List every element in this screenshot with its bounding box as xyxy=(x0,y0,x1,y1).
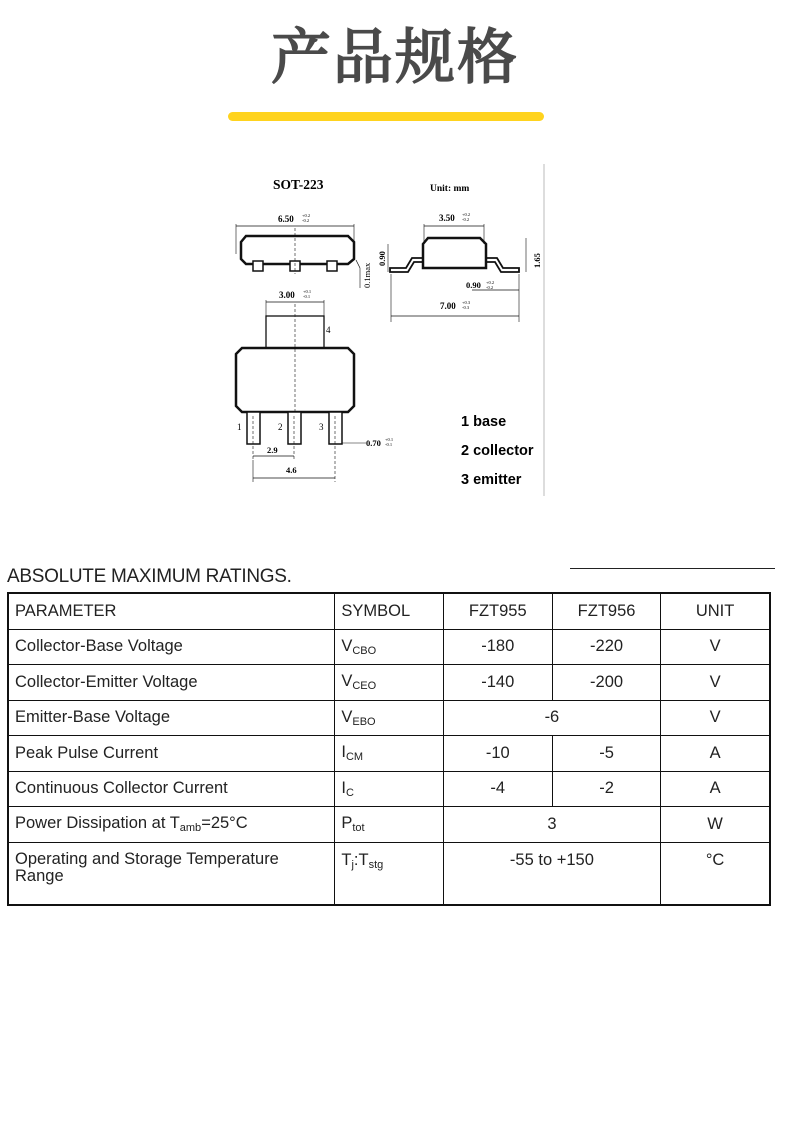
dim-side-width: 3.50 xyxy=(439,213,455,223)
side-lead-right xyxy=(486,258,519,272)
value-cell: -10 xyxy=(443,736,552,772)
dim-height: 1.65 xyxy=(532,253,542,268)
symbol-cell: $I_{CM}$ xyxy=(335,736,443,772)
pin-legend xyxy=(461,414,534,488)
dim-pitch: 2.9 xyxy=(267,445,278,455)
bottom-lead-2 xyxy=(288,412,301,444)
table-row xyxy=(8,842,770,905)
side-lead-left xyxy=(390,258,423,272)
header-parameter: PARAMETER xyxy=(8,593,335,629)
table-header-row xyxy=(8,593,770,629)
pin-number-1: 1 xyxy=(237,422,242,432)
symbol-cell: $V_{CBO}$ xyxy=(335,629,443,665)
bottom-lead-1 xyxy=(247,412,260,444)
svg-text:-0.1: -0.1 xyxy=(385,442,393,447)
table-row xyxy=(8,700,770,736)
header-fzt956: FZT956 xyxy=(552,593,660,629)
value-cell: -2 xyxy=(552,771,660,807)
parameter-cell: Peak Pulse Current xyxy=(8,736,335,772)
value-cell: -6 xyxy=(443,700,661,736)
section-rule xyxy=(570,568,775,569)
page-title: 产品规格 xyxy=(271,23,519,93)
value-cell: -5 xyxy=(552,736,660,772)
svg-text:-0.2: -0.2 xyxy=(302,218,310,223)
dim-standoff: 0.1max xyxy=(362,262,372,288)
symbol-cell: $T_j:T_{stg}$ xyxy=(335,842,443,905)
unit-cell: °C xyxy=(661,842,770,905)
value-cell: -55 to +150 xyxy=(443,842,661,905)
svg-text:-0.3: -0.3 xyxy=(462,305,470,310)
svg-text:+0.2: +0.2 xyxy=(302,213,311,218)
table-row xyxy=(8,807,770,843)
table-row xyxy=(8,771,770,807)
package-name: SOT-223 xyxy=(273,177,324,192)
bottom-lead-3 xyxy=(329,412,342,444)
unit-cell: V xyxy=(661,665,770,701)
value-cell: -140 xyxy=(443,665,552,701)
header-fzt955: FZT955 xyxy=(443,593,552,629)
value-cell: -200 xyxy=(552,665,660,701)
table-row xyxy=(8,629,770,665)
value-cell: -220 xyxy=(552,629,660,665)
parameter-cell: Collector-Emitter Voltage xyxy=(8,665,335,701)
symbol-cell: $V_{EBO}$ xyxy=(335,700,443,736)
svg-text:+0.2: +0.2 xyxy=(462,212,471,217)
dim-lead-thickness: 0.90 xyxy=(377,251,387,266)
unit-label: Unit: mm xyxy=(430,184,470,194)
dim-tab-width: 3.00 xyxy=(279,290,295,300)
svg-text:-0.2: -0.2 xyxy=(486,285,494,290)
table-row xyxy=(8,736,770,772)
dim-lead-length: 0.90 xyxy=(466,280,481,290)
top-body xyxy=(241,236,354,264)
side-body xyxy=(423,238,486,268)
dim-lead-width: 0.70 xyxy=(366,438,381,448)
svg-text:-0.1: -0.1 xyxy=(303,294,311,299)
svg-text:+0.1: +0.1 xyxy=(303,289,312,294)
header-unit: UNIT xyxy=(661,593,770,629)
svg-text:+0.1: +0.1 xyxy=(385,437,394,442)
pin-legend-base: 1 base xyxy=(461,414,507,430)
svg-text:+0.3: +0.3 xyxy=(462,300,471,305)
svg-text:-0.2: -0.2 xyxy=(462,217,470,222)
symbol-cell: $I_C$ xyxy=(335,771,443,807)
ratings-table xyxy=(7,592,771,906)
parameter-cell: Emitter-Base Voltage xyxy=(8,700,335,736)
value-cell: 3 xyxy=(443,807,661,843)
unit-cell: V xyxy=(661,700,770,736)
unit-cell: A xyxy=(661,771,770,807)
dim-outer-pitch: 4.6 xyxy=(286,465,297,475)
parameter-cell: Continuous Collector Current xyxy=(8,771,335,807)
pin-legend-collector: 2 collector xyxy=(461,443,534,459)
package-drawing xyxy=(226,164,546,496)
dim-body-width: 6.50 xyxy=(278,214,294,224)
pin-number-3: 3 xyxy=(319,422,324,432)
symbol-cell: $V_{CEO}$ xyxy=(335,665,443,701)
parameter-cell: Operating and Storage Temperature Range xyxy=(8,842,335,905)
unit-cell: V xyxy=(661,629,770,665)
pin-number-2: 2 xyxy=(278,422,283,432)
symbol-cell: $P_{tot}$ xyxy=(335,807,443,843)
parameter-cell: Power Dissipation at $T_{amb}=25^\circ C$ xyxy=(8,807,335,843)
value-cell: -180 xyxy=(443,629,552,665)
top-lead-3 xyxy=(327,261,337,271)
unit-cell: A xyxy=(661,736,770,772)
section-heading: ABSOLUTE MAXIMUM RATINGS. xyxy=(7,566,292,587)
pin-legend-emitter: 3 emitter xyxy=(461,472,522,488)
pin-number-4: 4 xyxy=(326,325,331,335)
dim-overall-width: 7.00 xyxy=(440,301,456,311)
value-cell: -4 xyxy=(443,771,552,807)
title-underline xyxy=(228,112,544,121)
table-row xyxy=(8,665,770,701)
header-symbol: SYMBOL xyxy=(335,593,443,629)
unit-cell: W xyxy=(661,807,770,843)
svg-text:+0.2: +0.2 xyxy=(486,280,495,285)
top-lead-1 xyxy=(253,261,263,271)
parameter-cell: Collector-Base Voltage xyxy=(8,629,335,665)
